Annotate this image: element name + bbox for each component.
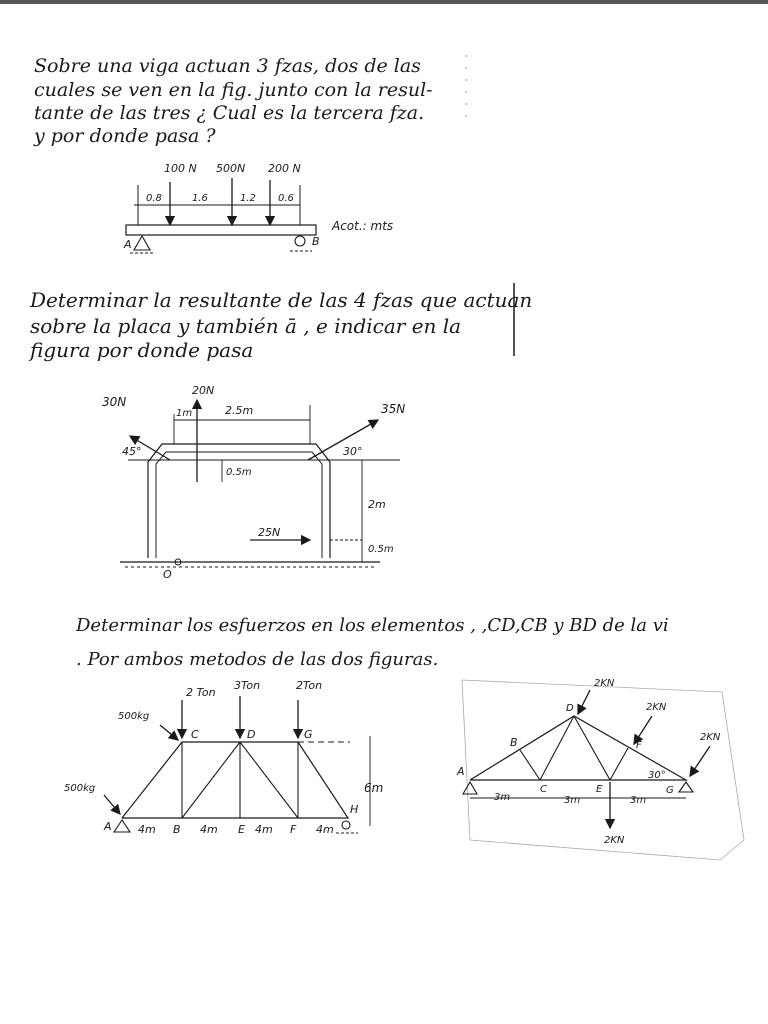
node-f: F: [290, 823, 297, 836]
plate-outline: [148, 444, 330, 558]
problem1-line-4: y por donde pasa ?: [34, 125, 216, 147]
dist-label-2: 1.6: [192, 193, 208, 204]
node-d: D: [247, 728, 256, 741]
member: [540, 716, 574, 780]
load-label-d: 3Ton: [234, 679, 261, 692]
origin-label: O: [163, 568, 172, 581]
load-arrow: [690, 746, 710, 776]
dist-label-4: 0.6: [278, 193, 294, 204]
load-label-500kg-a: 500kg: [64, 783, 96, 794]
span-2: 4m: [200, 823, 218, 836]
angle-label: 30°: [648, 770, 666, 781]
load-arrow: [160, 725, 178, 740]
force-label-1: 100 N: [164, 162, 197, 175]
dim-0-5m-top: 0.5m: [226, 467, 252, 478]
problem1-line-3: tante de las tres ¿ Cual es la tercera fza.: [34, 102, 425, 124]
load-label-g: 2Ton: [296, 679, 323, 692]
problem1-line-2: cuales se ven en la fig. junto con la resul-: [34, 79, 433, 101]
support-a-label: A: [124, 238, 132, 251]
units-note: Acot.: mts: [332, 219, 394, 233]
roller-support: [679, 782, 693, 792]
force-35n-label: 35N: [381, 402, 406, 416]
dim-2m: 2m: [368, 498, 386, 511]
node-c: C: [191, 728, 199, 741]
span-2: 3m: [564, 795, 581, 806]
problem3-line-2: . Por ambos metodos de las dos figuras.: [76, 649, 439, 670]
problem2-line-1: Determinar la resultante de las 4 fzas que actuan: [30, 288, 533, 312]
node-g: G: [666, 785, 674, 796]
dim-1m: 1m: [176, 408, 193, 419]
node-g: G: [304, 728, 313, 741]
node-f: F: [636, 740, 642, 751]
span-3: 4m: [255, 823, 273, 836]
node-e: E: [238, 823, 245, 836]
dim-2-5m: 2.5m: [225, 404, 254, 417]
load-label-c: 2 Ton: [186, 686, 216, 699]
node-a: A: [104, 820, 112, 833]
dim-0-5m-bottom: 0.5m: [368, 544, 394, 555]
height-label: 6m: [364, 781, 384, 795]
dist-label-3: 1.2: [240, 193, 256, 204]
support-b-label: B: [312, 235, 320, 248]
member: [520, 750, 540, 780]
node-d: D: [566, 703, 574, 714]
node-h: H: [350, 803, 359, 816]
force-25n-label: 25N: [258, 526, 281, 539]
problem2-line-2: sobre la placa y también ā , e indicar en la: [30, 314, 462, 338]
node-a: A: [457, 765, 465, 778]
force-20n-label: 20N: [192, 384, 215, 397]
load-label-500kg-c: 500kg: [118, 711, 150, 722]
load-label-d: 2KN: [594, 678, 615, 689]
angle-45-label: 45°: [122, 445, 142, 458]
load-arrow: [104, 795, 120, 814]
pin-support: [463, 782, 477, 794]
beam: [126, 225, 316, 235]
span-4: 4m: [316, 823, 334, 836]
node-e: E: [596, 784, 603, 795]
beam-figure: [123, 162, 393, 253]
dist-label-1: 0.8: [146, 193, 162, 204]
load-label-g: 2KN: [700, 732, 721, 743]
problem1-line-1: Sobre una viga actuan 3 fzas, dos de las: [34, 55, 421, 77]
pin-support: [114, 820, 130, 832]
load-label-f: 2KN: [646, 702, 667, 713]
truss-1-outline: [122, 742, 348, 818]
truss-2-figure: [456, 678, 744, 860]
force-30n-label: 30N: [102, 395, 127, 409]
photo-border: [462, 680, 744, 860]
angle-30-label: 30°: [343, 445, 363, 458]
problem3-line-1: Determinar los esfuerzos en los elementos , ,CD,CB y BD de la vi: [76, 615, 669, 636]
member: [610, 748, 628, 780]
force-label-3: 200 N: [268, 162, 301, 175]
member: [240, 742, 298, 818]
node-b: B: [510, 736, 518, 749]
force-label-2: 500N: [216, 162, 246, 175]
span-1: 4m: [138, 823, 156, 836]
load-label-e: 2KN: [604, 835, 625, 846]
span-3: 3m: [630, 795, 647, 806]
problem2-line-3: figura por donde pasa: [30, 338, 254, 362]
load-arrow: [578, 690, 590, 714]
plate-figure: [102, 384, 405, 581]
node-c: C: [540, 784, 547, 795]
member: [182, 742, 240, 818]
roller-support-b: [295, 236, 305, 246]
node-b: B: [173, 823, 181, 836]
truss-1-figure: [64, 679, 383, 836]
span-1: 3m: [494, 792, 511, 803]
roller-support: [342, 821, 350, 829]
pin-support-a: [134, 236, 150, 250]
